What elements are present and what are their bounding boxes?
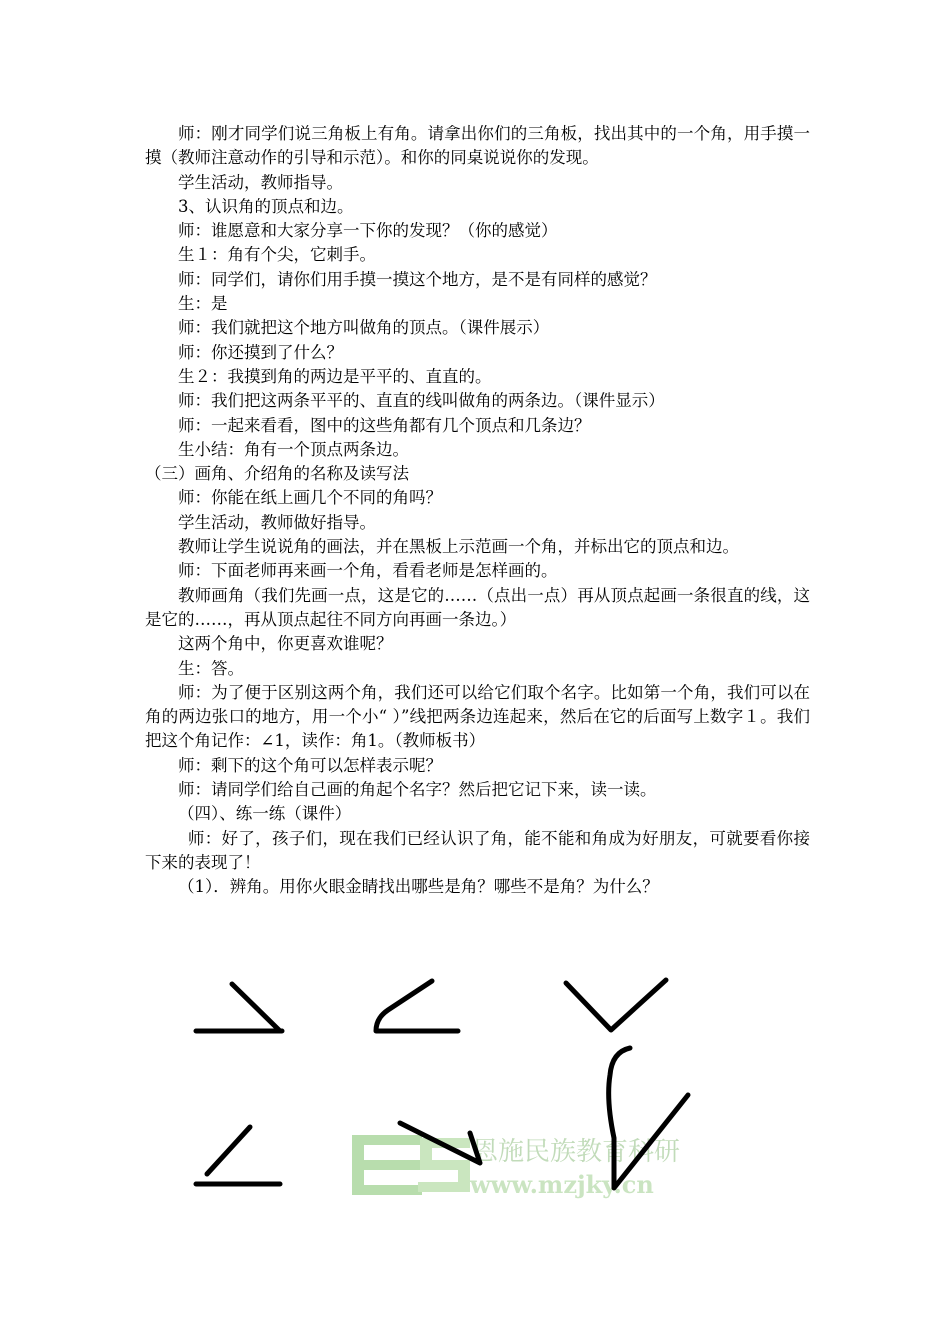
paragraph: 生２：我摸到角的两边是平平的、直直的。: [178, 366, 492, 386]
section-heading: （三）画角、介绍角的名称及读写法: [145, 464, 409, 484]
watermark-cn: 恩施民族教育科研: [472, 1137, 681, 1167]
document-body: [145, 122, 810, 900]
paragraph: 3、认识角的顶点和边。: [178, 196, 354, 216]
angle-shape-2: [376, 981, 458, 1031]
paragraph: 师：我们就把这个地方叫做角的顶点。（课件展示）: [178, 318, 550, 338]
paragraph: 生１：角有个尖，它刺手。: [178, 245, 376, 265]
paragraph: 师：谁愿意和大家分享一下你的发现？（你的感觉）: [178, 221, 558, 241]
paragraph: 师：同学们，请你们用手摸一摸这个地方，是不是有同样的感觉？: [178, 269, 657, 289]
paragraph: 教师画角（我们先画一点，这是它的……（点出一点）再从顶点起画一条很直的线，这是它的……，再从顶点起往不同方向再画一条边。）: [145, 585, 810, 629]
paragraph: 这两个角中，你更喜欢谁呢？: [178, 634, 393, 654]
paragraph: 生小结：角有一个顶点两条边。: [178, 439, 409, 459]
angle-shape-1: [196, 984, 282, 1031]
paragraph: 师：你还摸到了什么？: [178, 342, 343, 362]
paragraph: 师：刚才同学们说三角板上有角。请拿出你们的三角板，找出其中的一个角，用手摸一摸（教师注意动作的引导和示范）。和你的同桌说说你的发现。: [145, 124, 810, 168]
watermark-url: www.mzjky.cn: [470, 1170, 654, 1199]
watermark-logo: [352, 1135, 470, 1195]
angle-shape-5: [196, 1127, 280, 1184]
angle-exercise-figure: [0, 960, 950, 1220]
paragraph: 学生活动，教师做好指导。: [178, 512, 376, 532]
paragraph: 师：剩下的这个角可以怎样表示呢？: [178, 755, 442, 775]
paragraph: 教师让学生说说角的画法，并在黑板上示范画一个角，并标出它的顶点和边。: [178, 537, 739, 557]
paragraph: 师：请同学们给自己画的角起个名字？然后把它记下来，读一读。: [178, 780, 657, 800]
paragraph: 师：一起来看看，图中的这些角都有几个顶点和几条边？: [178, 415, 591, 435]
paragraph: 师：好了，孩子们，现在我们已经认识了角，能不能和角成为好朋友，可就要看你接下来的表现了！: [145, 828, 810, 872]
paragraph: 师：为了便于区别这两个角，我们还可以给它们取个名字。比如第一个角，我们可以在角的两边张口的地方，用一个小“ ）”线把两条边连起来，然后在它的后面写上数字１。我们把这个角记作：∠1，读作：角1。（教师板书）: [145, 682, 810, 751]
paragraph: （1）．辨角。用你火眼金睛找出哪些是角？哪些不是角？为什么？: [178, 877, 659, 897]
paragraph: 师：我们把这两条平平的、直直的线叫做角的两条边。（课件显示）: [178, 391, 665, 411]
paragraph: 生：答。: [178, 658, 244, 678]
section-heading: （四）、练一练（课件）: [178, 804, 352, 824]
paragraph: 学生活动，教师指导。: [178, 172, 343, 192]
angle-shape-3: [566, 980, 666, 1030]
angle-shape-4: [609, 1048, 688, 1188]
paragraph: 生：是: [178, 294, 228, 314]
paragraph: 师：下面老师再来画一个角，看看老师是怎样画的。: [178, 561, 558, 581]
paragraph: 师：你能在纸上画几个不同的角吗？: [178, 488, 442, 508]
